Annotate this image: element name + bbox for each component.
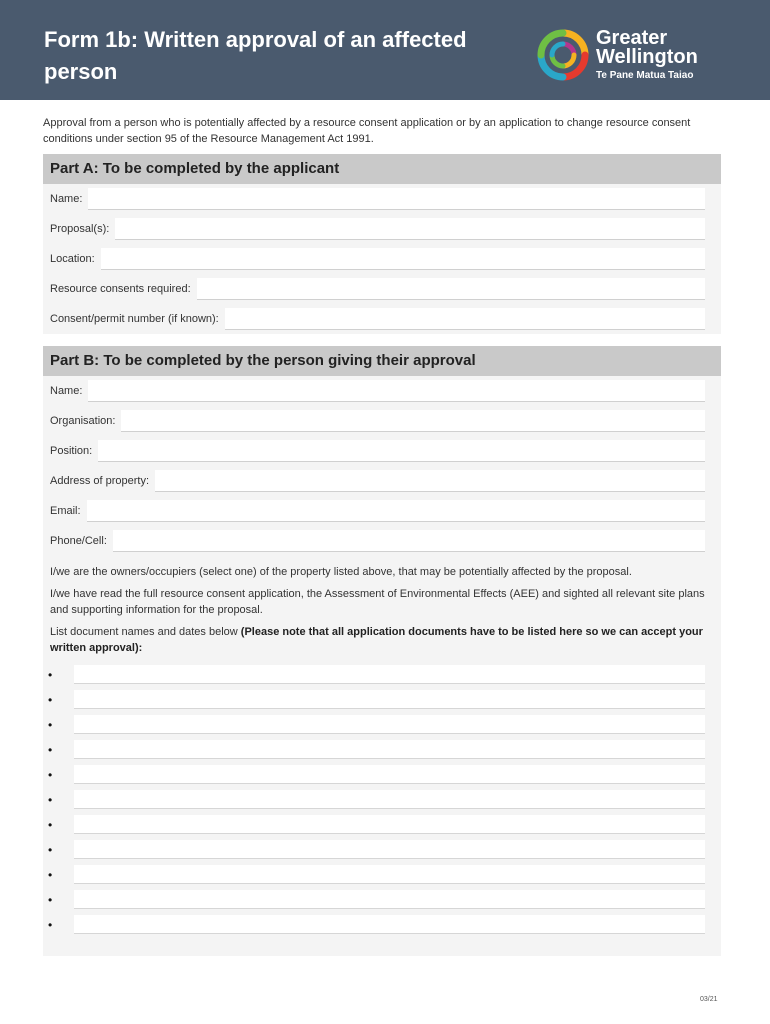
document-field[interactable]: [74, 790, 705, 809]
part-a-location-row: [43, 244, 721, 274]
permit-number-field[interactable]: [225, 308, 705, 330]
document-list-item: [43, 812, 721, 837]
document-field[interactable]: [74, 715, 705, 734]
document-list-item: [43, 662, 721, 687]
greater-wellington-logo: [536, 28, 736, 84]
position-field[interactable]: [98, 440, 705, 462]
part-b-organisation-row: [43, 406, 721, 436]
bullet-icon: •: [48, 892, 53, 907]
document-field[interactable]: [74, 740, 705, 759]
part-b-email-row: [43, 496, 721, 526]
document-field[interactable]: [74, 865, 705, 884]
field-label: Consent/permit number (if known):: [50, 313, 219, 325]
bullet-icon: •: [48, 767, 53, 782]
applicant-name-field[interactable]: [88, 188, 705, 210]
document-list-item: [43, 787, 721, 812]
form-title: Form 1b: Written approval of an affected person: [44, 27, 467, 84]
form-version: 03/21: [700, 996, 718, 1003]
field-label: Location:: [50, 253, 95, 265]
intro-text: Approval from a person who is potentially affected by a resource consent application or by an application to change resource consent conditions under section 95 of the Resource Management Act 1991.: [43, 117, 691, 145]
bullet-icon: •: [48, 817, 53, 832]
part-a-section: [43, 154, 721, 334]
bullet-icon: •: [48, 717, 53, 732]
document-field[interactable]: [74, 665, 705, 684]
document-field[interactable]: [74, 815, 705, 834]
document-list-instruction: [43, 624, 721, 656]
document-field[interactable]: [74, 765, 705, 784]
part-b-phone-row: [43, 526, 721, 556]
field-label: Name:: [50, 193, 83, 205]
field-label: Organisation:: [50, 415, 116, 427]
document-field[interactable]: [74, 890, 705, 909]
resource-consents-field[interactable]: [197, 278, 705, 300]
document-field[interactable]: [74, 840, 705, 859]
document-list-item: [43, 887, 721, 912]
part-a-permit-row: [43, 304, 721, 334]
field-label: Address of property:: [50, 475, 150, 487]
proposal-field[interactable]: [115, 218, 705, 240]
field-label: Position:: [50, 445, 93, 457]
part-b-section: [43, 346, 721, 956]
document-list-item: [43, 912, 721, 937]
read-application-statement: I/we have read the full resource consent application, the Assessment of Environmental Effects (AEE) and sighted all relevant site plans and supporting information for the proposal.: [50, 588, 705, 616]
document-field[interactable]: [74, 915, 705, 934]
instruction-bold-note: (Please note that all application documents have to be listed here so we can accept your written approval): [50, 626, 703, 654]
logo-text-wellington: Wellington: [596, 46, 698, 68]
part-a-proposal-row: [43, 214, 721, 244]
logo-text-greater: Greater: [596, 27, 668, 49]
field-label: Email:: [50, 505, 81, 517]
swirl-logo-icon: [536, 28, 590, 82]
email-field[interactable]: [87, 500, 705, 522]
bullet-icon: •: [48, 842, 53, 857]
approver-name-field[interactable]: [88, 380, 705, 402]
instruction-text: List document names and dates below: [50, 626, 241, 638]
page-header: [0, 0, 770, 100]
organisation-field[interactable]: [121, 410, 705, 432]
document-list-item: [43, 737, 721, 762]
owners-statement: I/we are the owners/occupiers (select one) of the property listed above, that may be potentially affected by the proposal.: [50, 566, 632, 578]
document-list: [43, 662, 721, 937]
document-list-item: [43, 762, 721, 787]
document-field[interactable]: [74, 690, 705, 709]
bullet-icon: •: [48, 667, 53, 682]
bullet-icon: •: [48, 917, 53, 932]
document-list-item: [43, 862, 721, 887]
logo-text-maori: Te Pane Matua Taiao: [596, 70, 694, 81]
instruction-colon: :: [138, 642, 143, 654]
document-list-item: [43, 712, 721, 737]
bullet-icon: •: [48, 792, 53, 807]
bullet-icon: •: [48, 867, 53, 882]
part-b-address-row: [43, 466, 721, 496]
location-field[interactable]: [101, 248, 705, 270]
document-list-item: [43, 837, 721, 862]
part-a-heading: Part A: To be completed by the applicant: [43, 154, 721, 184]
part-a-consents-row: [43, 274, 721, 304]
field-label: Name:: [50, 385, 83, 397]
field-label: Proposal(s):: [50, 223, 110, 235]
address-field[interactable]: [155, 470, 705, 492]
part-b-heading: Part B: To be completed by the person giving their approval: [43, 346, 721, 376]
bullet-icon: •: [48, 742, 53, 757]
phone-field[interactable]: [113, 530, 705, 552]
document-list-item: [43, 687, 721, 712]
part-b-position-row: [43, 436, 721, 466]
bullet-icon: •: [48, 692, 53, 707]
part-b-name-row: [43, 376, 721, 406]
part-a-name-row: [43, 184, 721, 214]
field-label: Phone/Cell:: [50, 535, 107, 547]
field-label: Resource consents required:: [50, 283, 191, 295]
